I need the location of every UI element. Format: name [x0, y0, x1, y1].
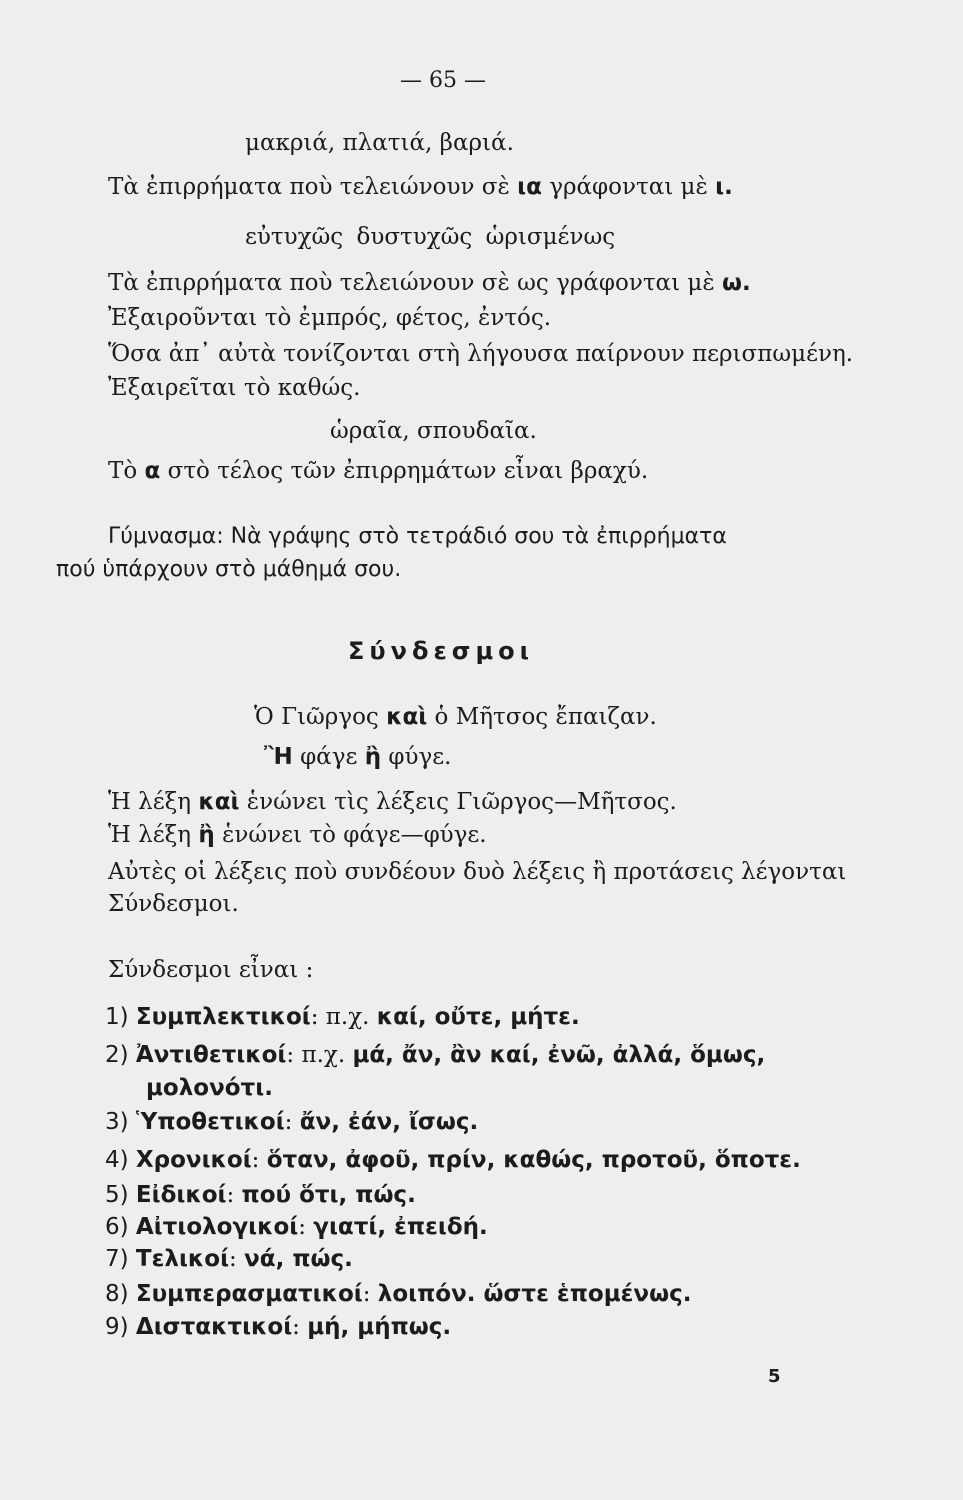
exception-2-line — [108, 373, 360, 403]
list-item-examples: μή, μήπως. — [307, 1314, 452, 1340]
example-2-word: ἢ — [364, 744, 382, 770]
explain-2-post: ἑνώνει τὸ φάγε—φύγε. — [214, 822, 487, 848]
explain-1-word: καὶ — [198, 789, 240, 815]
example-2-post: φύγε. — [381, 744, 452, 770]
example-2-line — [264, 742, 451, 772]
definition-line-1: Αὐτὲς οἱ λέξεις ποὺ συνδέουν δυὸ λέξεις ἢ προτάσεις λέγονται — [108, 859, 847, 885]
list-item-abbr: : π.χ. — [310, 1004, 377, 1030]
explain-1-post: ἑνώνει τὶς λέξεις Γιῶργος—Μῆτσος. — [239, 789, 677, 815]
list-item-name: Συμπερασματικοί — [135, 1281, 363, 1307]
example-2-mid: φάγε — [292, 744, 365, 770]
exception-2-text: Ἐξαιρεῖται τὸ — [108, 375, 278, 401]
rule-os-line — [108, 268, 751, 298]
rule-a-line — [108, 456, 648, 486]
section-heading: Σύνδεσμοι — [348, 637, 534, 665]
list-item-abbr: : π.χ. — [286, 1042, 353, 1068]
explain-1-line — [108, 787, 677, 817]
list-item-abbr: : — [229, 1246, 245, 1272]
examples-os-line: εὐτυχῶς δυστυχῶς ὡρισμένως — [245, 224, 616, 250]
examples-a-line: ὡραῖα, σπουδαῖα. — [330, 418, 537, 444]
rule-os-letter: ω. — [722, 270, 751, 296]
rule-ia-letter: ι. — [715, 174, 733, 200]
list-item-name: Τελικοί — [135, 1246, 230, 1272]
list-item-abbr: : — [251, 1147, 267, 1173]
list-item-number: 9) — [105, 1314, 129, 1340]
exercise-line-1: Γύμνασμα: Νὰ γράψης στὸ τετράδιό σου τὰ ἐπιρρήματα — [108, 524, 727, 549]
signature-mark: 5 — [768, 1366, 781, 1387]
list-item-abbr: : — [226, 1182, 242, 1208]
list-item-examples: γιατί, ἐπειδή. — [313, 1214, 488, 1240]
list-item-number: 1) — [105, 1004, 129, 1030]
list-intro: Σύνδεσμοι εἶναι : — [108, 957, 314, 983]
list-item-name: Διστακτικοί — [135, 1314, 293, 1340]
list-item-examples: λοιπόν. ὥστε ἑπομένως. — [377, 1281, 692, 1307]
exception-2-word: καθώς. — [277, 375, 361, 401]
example-2-pre: Ἢ — [264, 744, 293, 770]
list-item-name: Ἀντιθετικοί — [135, 1042, 287, 1068]
list-item-number: 8) — [105, 1281, 129, 1307]
list-item-abbr: : — [298, 1214, 314, 1240]
list-item — [105, 1212, 488, 1242]
list-item-name: Εἰδικοί — [135, 1182, 227, 1208]
list-item — [105, 1145, 801, 1175]
list-item-number: 6) — [105, 1214, 129, 1240]
rule-a-pre: Τὸ — [108, 458, 145, 484]
list-item-name: Χρονικοί — [135, 1147, 252, 1173]
list-item — [105, 1312, 451, 1342]
explain-2-line — [108, 820, 487, 850]
list-item-abbr: : — [362, 1281, 378, 1307]
list-item — [105, 1244, 353, 1274]
list-item — [105, 1040, 765, 1070]
exception-1-text: Ἐξαιροῦνται τὸ — [108, 305, 299, 331]
rule-a-post: στὸ τέλος τῶν ἐπιρρημάτων εἶναι βραχύ. — [160, 458, 649, 484]
example-1-word: καὶ — [386, 704, 428, 730]
rule-ia-ending: ια — [517, 174, 542, 200]
example-1-pre: Ὁ Γιῶργος — [254, 704, 387, 730]
exception-1-line — [108, 303, 551, 333]
list-item-number: 7) — [105, 1246, 129, 1272]
rule-ia-text: Τὰ ἐπιρρήματα ποὺ τελειώνουν σὲ — [108, 174, 518, 200]
rule-ia-line — [108, 172, 733, 202]
list-item-name: Αἰτιολογικοί — [135, 1214, 299, 1240]
list-item-examples: μά, ἄν, ἂν καί, ἐνῶ, ἀλλά, ὅμως, — [352, 1042, 766, 1068]
list-item-examples-continued: μολονότι. — [146, 1075, 273, 1101]
list-item-number: 4) — [105, 1147, 129, 1173]
exception-1-words: ἐμπρός, φέτος, ἐντός. — [298, 305, 552, 331]
list-item — [105, 1180, 416, 1210]
example-1-post: ὁ Μῆτσος ἔπαιζαν. — [427, 704, 657, 730]
list-item-examples: νά, πώς. — [244, 1246, 353, 1272]
list-item-name: Ὑποθετικοί — [135, 1109, 285, 1135]
exercise-line-2: πού ὑπάρχουν στὸ μάθημά σου. — [56, 557, 402, 582]
examples-ia-line: μακριά, πλατιά, βαριά. — [245, 130, 514, 156]
list-item-number: 3) — [105, 1109, 129, 1135]
list-item-abbr: : — [292, 1314, 308, 1340]
list-item-name: Συμπλεκτικοί — [135, 1004, 311, 1030]
rule-os-text: Τὰ ἐπιρρήματα ποὺ τελειώνουν σὲ ως γράφονται μὲ — [108, 270, 723, 296]
list-item-number: 2) — [105, 1042, 129, 1068]
list-item-abbr: : — [284, 1109, 300, 1135]
list-item-examples: καί, οὔτε, μήτε. — [376, 1004, 580, 1030]
list-item-number: 5) — [105, 1182, 129, 1208]
explain-1-pre: Ἡ λέξη — [108, 789, 199, 815]
page-number: — 65 — — [400, 68, 486, 93]
list-item-examples: ἄν, ἐάν, ἴσως. — [299, 1109, 479, 1135]
rule-ia-mid: γράφονται μὲ — [541, 174, 716, 200]
accent-rule-line: Ὅσα ἀπ᾽ αὐτὰ τονίζονται στὴ λήγουσα παίρνουν περισπωμένη. — [108, 341, 854, 367]
list-item — [105, 1107, 478, 1137]
list-item-examples: πού ὅτι, πώς. — [241, 1182, 416, 1208]
rule-a-letter: α — [144, 458, 161, 484]
explain-2-pre: Ἡ λέξη — [108, 822, 199, 848]
list-item — [105, 1002, 580, 1032]
explain-2-word: ἢ — [198, 822, 215, 848]
list-item-examples: ὅταν, ἀφοῦ, πρίν, καθώς, προτοῦ, ὅποτε. — [266, 1147, 801, 1173]
example-1-line — [254, 702, 657, 732]
list-item — [105, 1279, 691, 1309]
definition-line-2: Σύνδεσμοι. — [108, 891, 239, 917]
